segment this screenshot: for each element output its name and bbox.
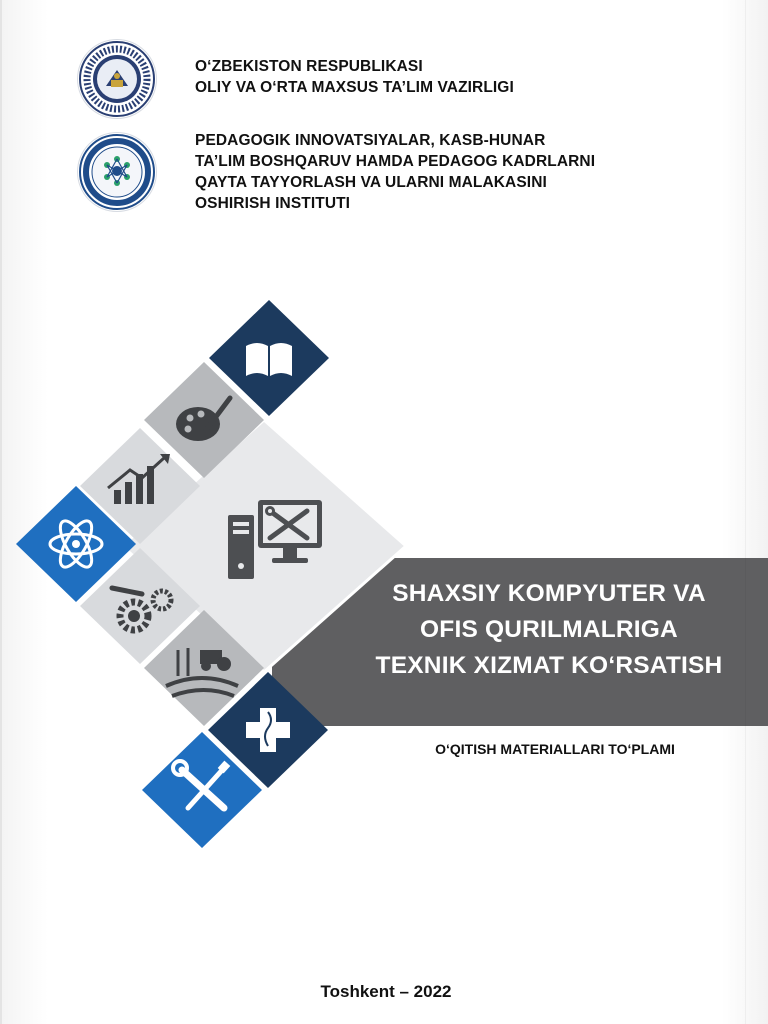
city-year: Toshkent – 2022 bbox=[320, 982, 452, 1001]
ministry-line: OLIY VA O‘RTA MAXSUS TA’LIM VAZIRLIGI bbox=[195, 79, 514, 96]
institute-line: PEDAGOGIK INNOVATSIYALAR, KASB-HUNAR bbox=[195, 132, 546, 149]
ministry-line: O‘ZBEKISTON RESPUBLIKASI bbox=[195, 58, 423, 75]
title-line: OFIS QURILMALRIGA bbox=[420, 616, 678, 643]
institute-line: TA’LIM BOSHQARUV HAMDA PEDAGOG KADRLARNI bbox=[195, 153, 596, 170]
institute-line: QAYTA TAYYORLASH VA ULARNI MALAKASINI bbox=[195, 174, 547, 191]
icon-mosaic bbox=[2, 0, 768, 1024]
page-crease bbox=[745, 0, 746, 1024]
document-title bbox=[328, 576, 768, 684]
document-subtitle: O‘QITISH MATERIALLARI TO‘PLAMI bbox=[435, 741, 675, 757]
title-line: SHAXSIY KOMPYUTER VA bbox=[392, 580, 706, 607]
institute-line: OSHIRISH INSTITUTI bbox=[195, 195, 351, 212]
title-line: TEXNIK XIZMAT KO‘RSATISH bbox=[375, 652, 723, 679]
